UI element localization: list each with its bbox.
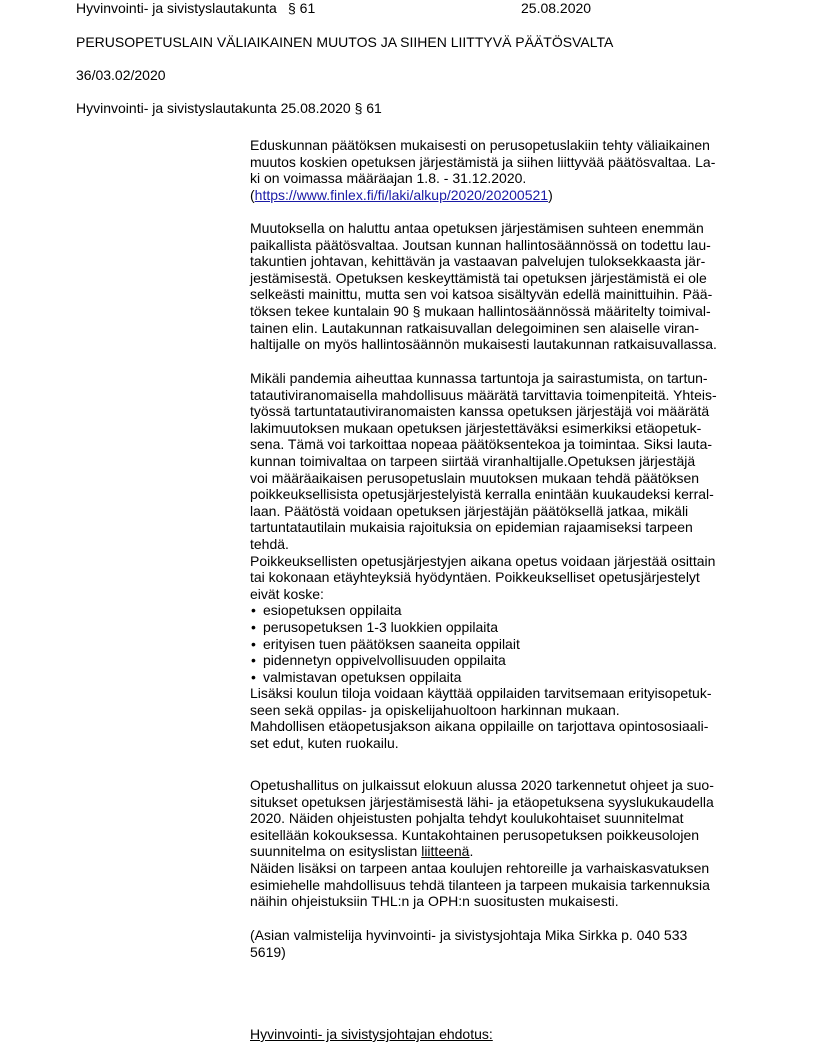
text-line: työssä tartuntatautiviranomaisten kanssa opetuksen järjestäjä voi määrätä bbox=[250, 403, 710, 420]
finlex-link[interactable]: https://www.finlex.fi/fi/laki/alkup/2020/20200521 bbox=[254, 186, 549, 203]
list-item-text: pidennetyn oppivelvollisuuden oppilaita bbox=[263, 652, 506, 669]
paragraph-2 bbox=[250, 220, 750, 353]
paren-open: ( bbox=[250, 186, 255, 203]
text-line: eivät koske: bbox=[250, 585, 324, 602]
link-line bbox=[250, 187, 750, 204]
paragraph-1 bbox=[250, 137, 750, 203]
list-item bbox=[250, 636, 750, 653]
text-line: lakimuutoksen mukaan opetuksen järjestettäväksi esimerkiksi etäopetuk- bbox=[250, 419, 702, 436]
paragraph-4 bbox=[250, 777, 750, 910]
text-line: tartuntatautilain mukaisia rajoituksia on epidemian rajaamiseksi tarpeen bbox=[250, 519, 693, 536]
text-line: Näiden lisäksi on tarpeen antaa koulujen rehtoreille ja varhaiskasvatuksen bbox=[250, 859, 710, 876]
list-item-text: erityisen tuen päätöksen saaneita oppilait bbox=[263, 635, 520, 652]
text-line: ki on voimassa määräajan 1.8. - 31.12.2020. bbox=[250, 170, 527, 187]
text-line: voi määräaikaisen perusopetuslain muutoksen mukaan tehdä päätöksen bbox=[250, 469, 700, 486]
list-item bbox=[250, 652, 750, 669]
text-line: muutos koskien opetuksen järjestämistä ja siihen liittyvää päätösvaltaa. La- bbox=[250, 153, 716, 170]
text-line: poikkeuksellisista opetusjärjestelyistä kerralla enintään kuukaudeksi kerral- bbox=[250, 486, 714, 503]
text-line: tai kokonaan etäyhteyksiä hyödyntäen. Poikkeukselliset opetusjärjestelyt bbox=[250, 569, 700, 586]
text-line: Opetushallitus on julkaissut elokuun alussa 2020 tarkennetut ohjeet ja suo- bbox=[250, 777, 714, 793]
bullet-icon: • bbox=[251, 618, 256, 635]
text-line: esitellään kokouksessa. Kuntakohtainen perusopetuksen poikkeusolojen bbox=[250, 826, 700, 843]
text-line: Lisäksi koulun tiloja voidaan käyttää oppilaiden tarvitsemaan erityisopetuk- bbox=[250, 685, 712, 702]
text-line: kunnan toimivaltaa on tarpeen siirtää viranhaltijalle.Opetuksen järjestäjä bbox=[250, 452, 696, 469]
bullet-icon: • bbox=[251, 652, 256, 669]
header-date: 25.08.2020 bbox=[521, 0, 592, 16]
text-line: set edut, kuten ruokailu. bbox=[250, 735, 399, 752]
text-line: Eduskunnan päätöksen mukaisesti on perusopetuslakiin tehty väliaikainen bbox=[250, 137, 710, 153]
header-board: Hyvinvointi- ja sivistyslautakunta bbox=[76, 0, 277, 16]
text-line: Poikkeuksellisten opetusjärjestyjen aikana opetus voidaan järjestää osittain bbox=[250, 552, 716, 569]
proposal-heading: Hyvinvointi- ja sivistysjohtajan ehdotus: bbox=[250, 1026, 493, 1042]
preparer-note bbox=[250, 927, 750, 960]
text-line: paikallista päätösvaltaa. Joutsan kunnan hallintosäännössä on todettu lau- bbox=[250, 236, 711, 253]
paren-close: ) bbox=[548, 186, 553, 203]
text-line: seen sekä oppilas- ja opiskelijahuoltoon harkinnan mukaan. bbox=[250, 701, 620, 718]
bullet-icon: • bbox=[251, 635, 256, 652]
reference-number: 36/03.02/2020 bbox=[76, 67, 166, 83]
text-line: 5619) bbox=[250, 943, 286, 960]
text-line: laan. Päätöstä voidaan opetuksen järjestäjän päätöksellä jatkaa, mikäli bbox=[250, 502, 689, 519]
text-line: sena. Tämä voi tarkoittaa nopeaa päätöksentekoa ja toimintaa. Siksi lauta- bbox=[250, 436, 713, 453]
text-line: Mahdollisen etäopetusjakson aikana oppilaille on tarjottava opintososiaali- bbox=[250, 718, 709, 735]
text-line: tehdä. bbox=[250, 535, 289, 552]
list-item-text: esiopetuksen oppilaita bbox=[263, 602, 402, 619]
text-line: situkset opetuksen järjestämisestä lähi- ja etäopetuksena syyslukukaudella bbox=[250, 793, 714, 810]
exception-list bbox=[250, 602, 750, 685]
text-line: haltijalle on myös hallintosäännön mukaisesti lautakunnan ratkaisuvallassa. bbox=[250, 336, 717, 353]
list-item bbox=[250, 602, 750, 619]
text-line: tainen elin. Lautakunnan ratkaisuvallan delegoiminen sen alaiselle viran- bbox=[250, 319, 700, 336]
header-section: § 61 bbox=[288, 0, 316, 16]
text-fragment: suunnitelma on esityslistan bbox=[250, 843, 422, 860]
text-line: Mikäli pandemia aiheuttaa kunnassa tartuntoja ja sairastumista, on tartun- bbox=[250, 370, 708, 386]
list-item-text: perusopetuksen 1-3 luokkien oppilaita bbox=[263, 618, 499, 635]
list-item bbox=[250, 669, 750, 686]
meeting-line: Hyvinvointi- ja sivistyslautakunta 25.08.2020 § 61 bbox=[76, 100, 382, 116]
bullet-icon: • bbox=[251, 602, 256, 619]
text-line: (Asian valmistelija hyvinvointi- ja sivistysjohtaja Mika Sirkka p. 040 533 bbox=[250, 927, 688, 943]
text-line: näihin ohjeistuksiin THL:n ja OPH:n suositusten mukaisesti. bbox=[250, 893, 619, 910]
text-line: jestämisestä. Opetuksen keskeyttämistä tai opetuksen järjestämistä ei ole bbox=[250, 269, 707, 286]
text-line bbox=[250, 843, 750, 860]
text-line: töksen tekee kuntalain 90 § mukaan hallintosäännössä määritelty toimival- bbox=[250, 302, 711, 319]
text-line: 2020. Näiden ohjeistusten pohjalta tehdyt koulukohtaiset suunnitelmat bbox=[250, 810, 684, 827]
bullet-icon: • bbox=[251, 668, 256, 685]
text-line: Muutoksella on haluttu antaa opetuksen järjestämisen suhteen enemmän bbox=[250, 220, 704, 236]
list-item-text: valmistavan opetuksen oppilaita bbox=[263, 668, 462, 685]
attachment-link[interactable]: liitteenä bbox=[421, 843, 470, 860]
document-title: PERUSOPETUSLAIN VÄLIAIKAINEN MUUTOS JA SIIHEN LIITTYVÄ PÄÄTÖSVALTA bbox=[76, 34, 614, 50]
text-line: takuntien johtavan, kehittävän ja vastaavan palvelujen tuloksekkaasta jär- bbox=[250, 253, 706, 270]
text-fragment: . bbox=[469, 843, 474, 860]
text-line: selkeästi mainittu, mutta sen voi katsoa sisältyvän edellä mainittuihin. Pää- bbox=[250, 286, 713, 303]
text-line: esimiehelle mahdollisuus tehdä tilanteen ja tarpeen mukaisia tarkennuksia bbox=[250, 876, 710, 893]
paragraph-3 bbox=[250, 370, 750, 752]
list-item bbox=[250, 619, 750, 636]
text-line: tatautiviranomaisella mahdollisuus määrätä tarvittavia toimenpiteitä. Yhteis- bbox=[250, 386, 717, 403]
